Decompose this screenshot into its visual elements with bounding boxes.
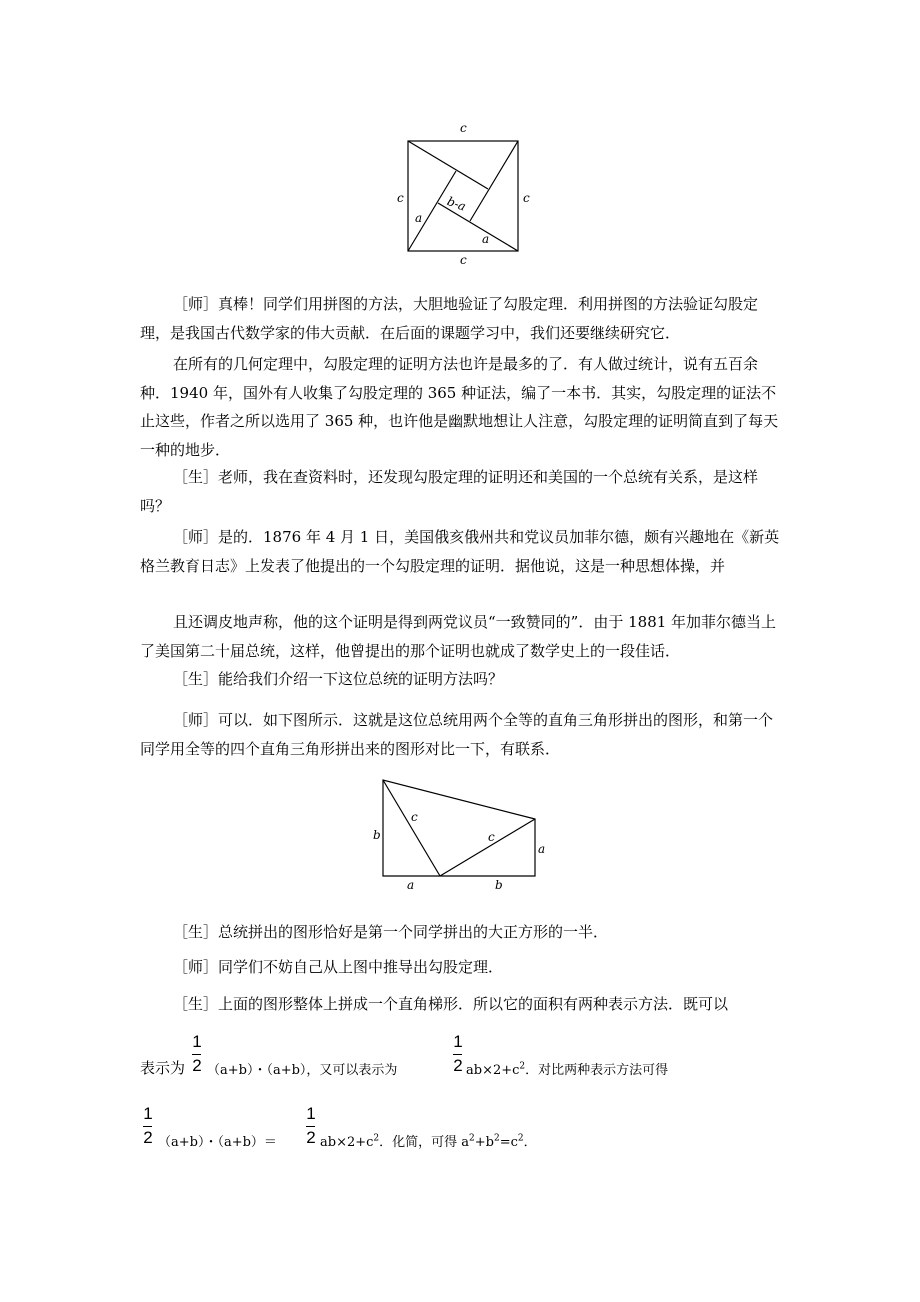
label-c-bottom: c — [460, 253, 467, 267]
formula2-expr2: $ab\times 2+c^2$．化简，可得 $a^2+b^2=c^2$． — [320, 1133, 537, 1150]
paragraph-teacher-praise: ［师］真棒！同学们用拼图的方法，大胆地验证了勾股定理．利用拼图的方法验证勾股定理，是我国古代数学家的伟大贡献．在后面的课题学习中，我们还要继续研究它． — [140, 295, 759, 342]
paragraph-garfield-president: 且还调皮地声称，他的这个证明是得到两党议员“一致赞同的”．由于 1881 年加菲尔德当上了美国第二十届总统，这样，他曾提出的那个证明也就成了数学史上的一段佳话． — [140, 613, 777, 660]
label-a-bottom: a — [482, 232, 490, 246]
hypotenuse-c-1 — [383, 780, 440, 876]
label-b-left: b — [373, 828, 381, 842]
label-c-diagonal-1: c — [411, 810, 418, 824]
label-c-diagonal-2: c — [488, 830, 495, 844]
formula2-expr1: （a+b）・（a+b）＝ — [158, 1135, 277, 1150]
label-c-top: c — [460, 121, 467, 135]
paragraph-student-question: ［生］老师，我在查资料时，还发现勾股定理的证明还和美国的一个总统有关系，是这样吗？ — [140, 468, 759, 515]
paragraph-student-trapezoid: ［生］上面的图形整体上拼成一个直角梯形．所以它的面积有两种表示方法．既可以 — [173, 995, 729, 1013]
label-a-left: a — [415, 211, 423, 225]
paragraph-student-half-square: ［生］总统拼出的图形恰好是第一个同学拼出的大正方形的一半． — [173, 923, 609, 941]
paragraph-teacher-explain: ［师］可以．如下图所示．这就是这位总统用两个全等的直角三角形拼出的图形，和第一个同学用全等的四个直角三角形拼出来的图形对比一下，有联系． — [140, 711, 774, 758]
inner-edge-1 — [408, 141, 488, 189]
paragraph-proof-count: 在所有的几何定理中，勾股定理的证明方法也许是最多的了．有人做过统计，说有五百余种．1940 年，国外有人收集了勾股定理的 365 种证法，编了一本书．其实，勾股定理的证法不止这些，作者之所以选用了 365 种，也许他是幽默地想让人注意，勾股定理的证明简直到了每天一种的地步． — [140, 355, 779, 459]
outer-square — [408, 141, 518, 251]
figure-square-proof — [395, 118, 535, 268]
label-a-bottom: a — [407, 878, 415, 892]
paragraph-teacher-derive: ［师］同学们不妨自己从上图中推导出勾股定理． — [173, 958, 504, 976]
hypotenuse-c-2 — [440, 819, 535, 876]
trapezoid-outline — [383, 780, 535, 876]
inner-edge-3 — [438, 203, 518, 251]
label-b-bottom: b — [495, 878, 503, 892]
inner-edge-2 — [470, 141, 518, 221]
label-a-right: a — [538, 842, 546, 856]
formula1-lead: 表示为 — [140, 1059, 186, 1077]
paragraph-student-ask-method: ［生］能给我们介绍一下这位总统的证明方法吗？ — [173, 670, 504, 688]
figure-trapezoid-proof — [365, 775, 555, 895]
label-c-left: c — [397, 191, 404, 205]
formula1-expr2: $ab\times 2+c^2$．对比两种表示方法可得 — [466, 1061, 669, 1078]
paragraph-garfield-history: ［师］是的．1876 年 4 月 1 日，美国俄亥俄州共和党议员加菲尔德，颇有兴趣地在《新英格兰教育日志》上发表了他提出的一个勾股定理的证明．据他说，这是一种思想体操，并 — [140, 528, 780, 575]
label-c-right: c — [523, 191, 530, 205]
formula1-expr1: （a+b）・（a+b），又可以表示为 — [207, 1063, 398, 1078]
label-b-minus-a: b-a — [445, 194, 468, 214]
